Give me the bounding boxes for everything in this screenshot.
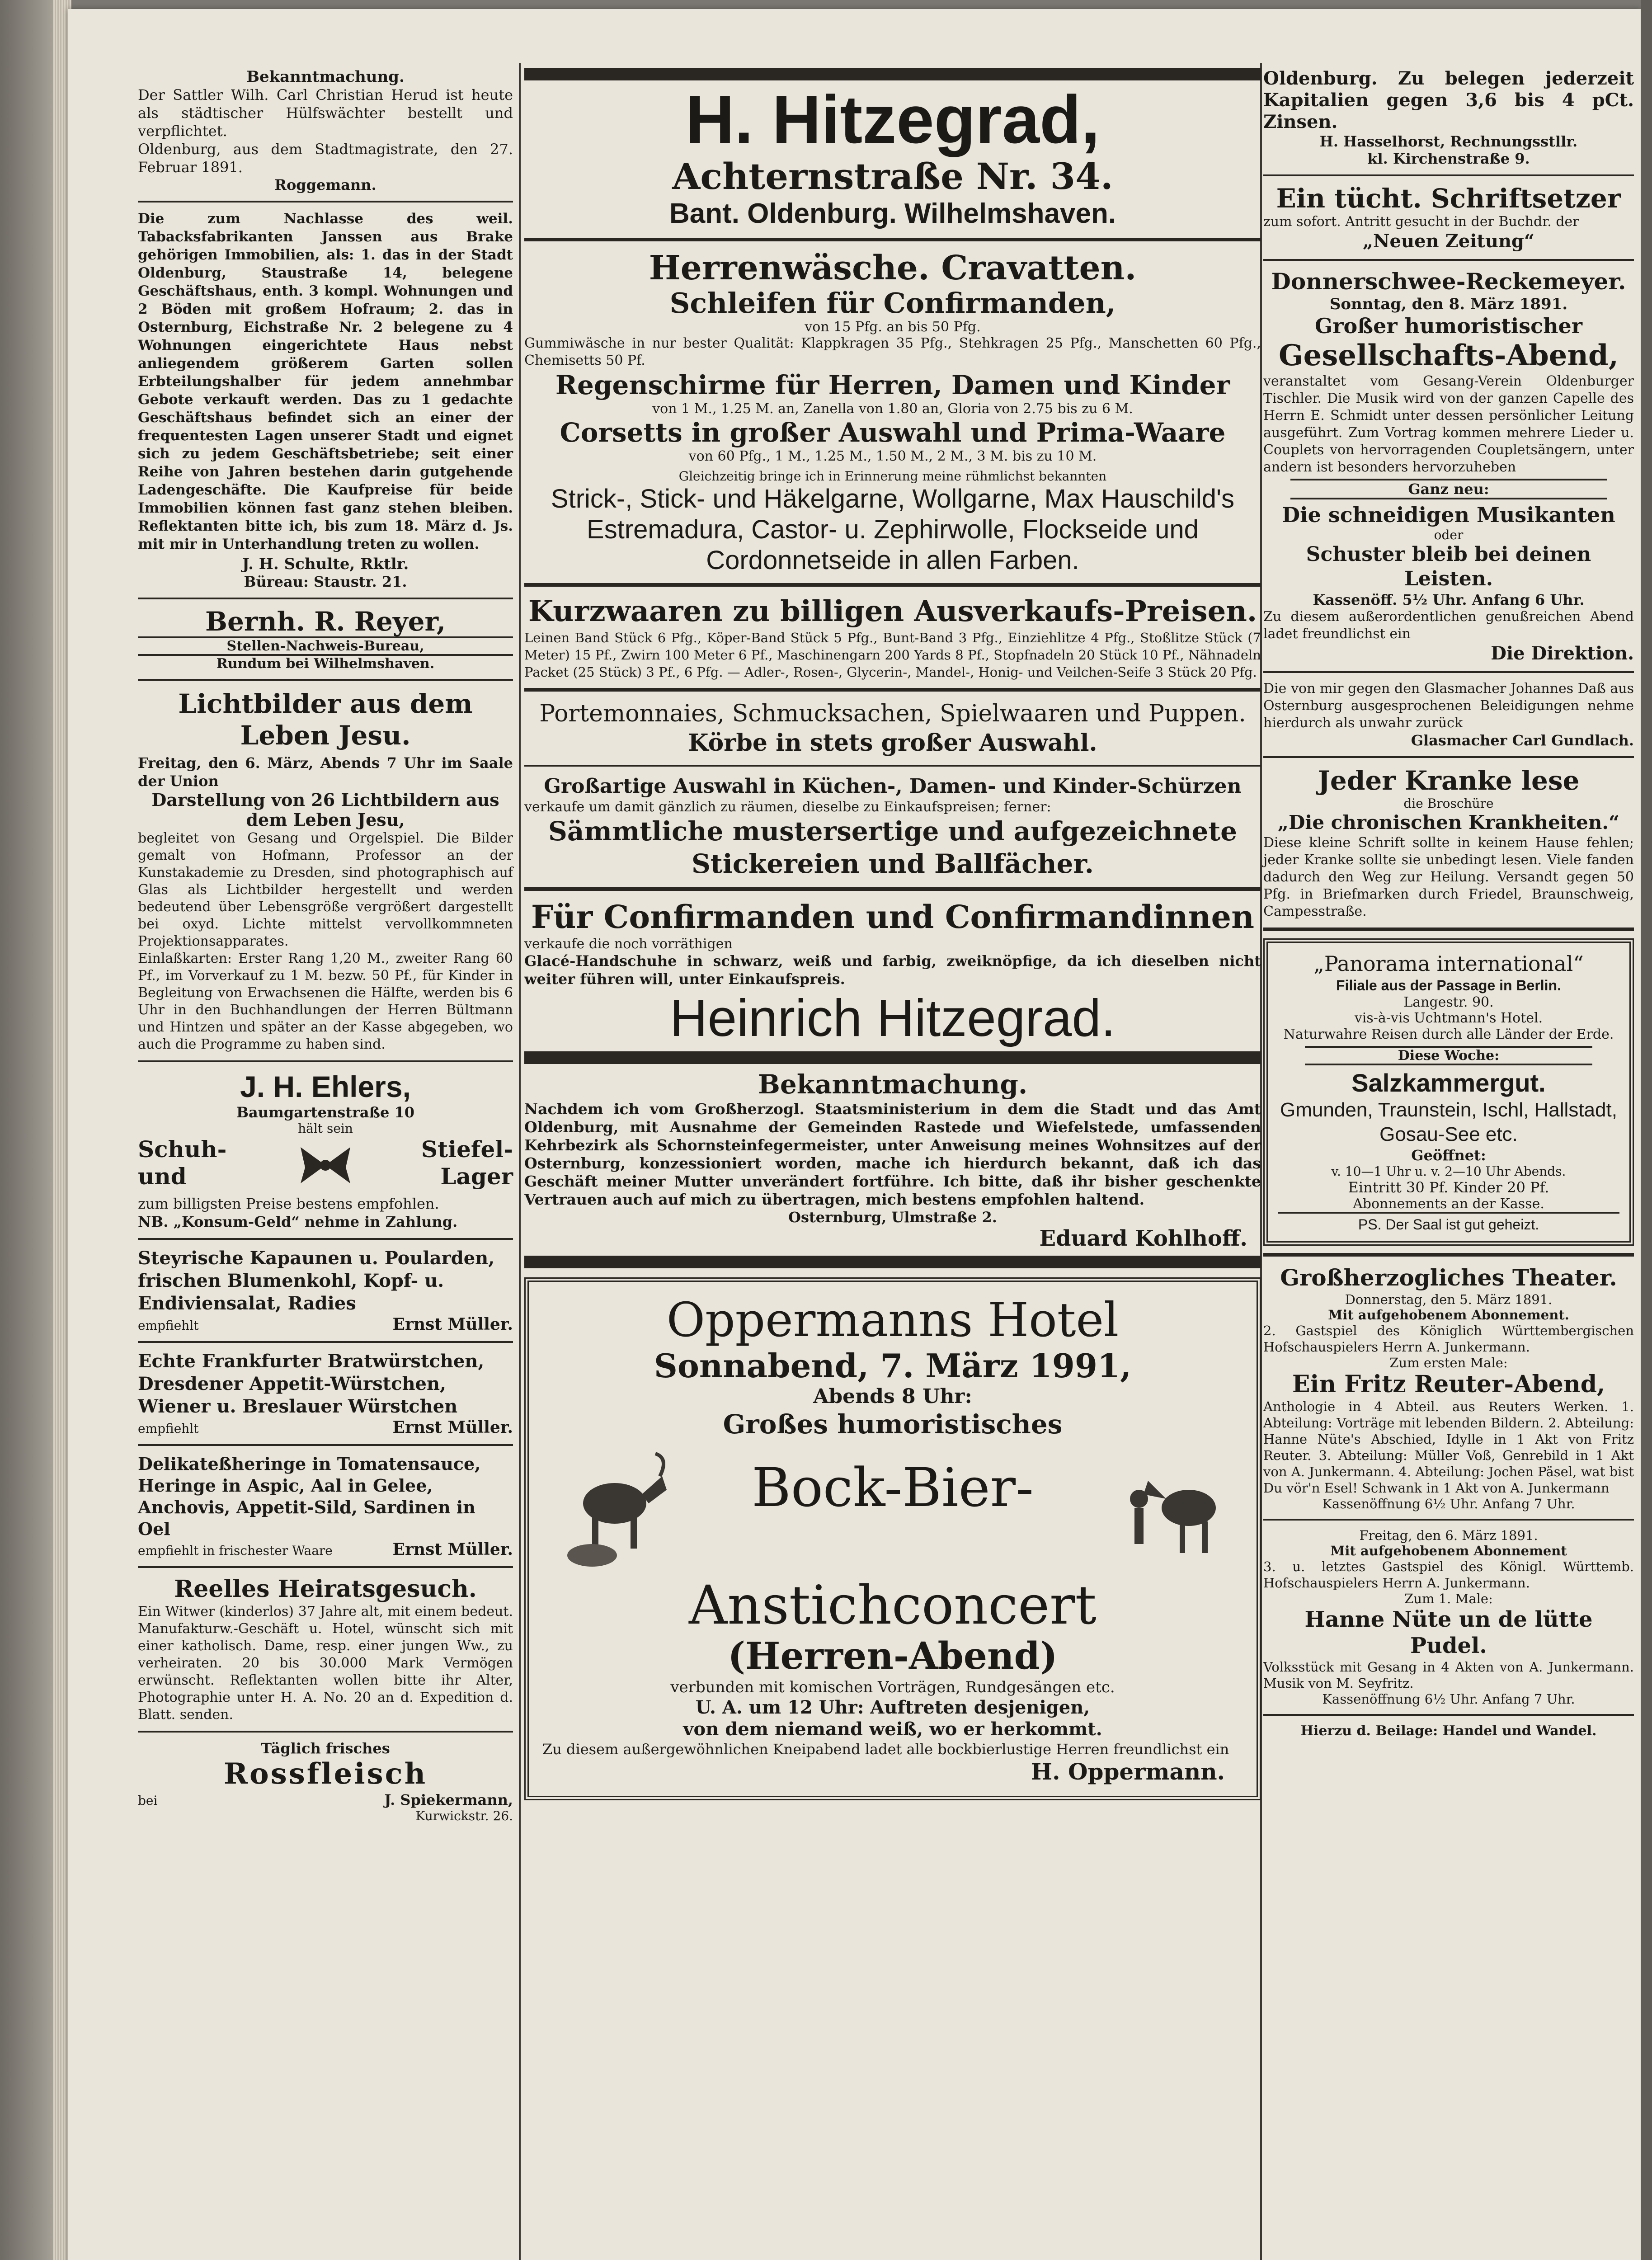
ad-price: von 60 Pfg., 1 M., 1.25 M., 1.50 M., 2 M., 3 M. bis zu 10 M. [688,448,1097,464]
ad-text: Gummiwäsche in nur bester Qualität: Klappkragen 35 Pfg., Stehkragen 25 Pfg., Manschetten 60 Pfg., Chemisetts 50 Pf. [524,335,1261,368]
divider [1263,259,1634,261]
bow-ornament-icon [296,1140,355,1190]
ad-headline: Körbe in stets großer Auswahl. [688,729,1097,757]
ad-title: „Panorama international“ [1313,951,1584,976]
column-right [1263,68,1634,1739]
ad-title: Großherzogliches Theater. [1280,1264,1617,1291]
ad-text: Naturwahre Reisen durch alle Länder der Erde. [1283,1026,1614,1042]
ad-hasselhorst [1263,68,1634,167]
ad-signature: Die Direktion. [1491,643,1634,664]
ad-small-text: empfiehlt [138,1318,199,1333]
headline-left-1: Schuh- [138,1136,227,1163]
ad-address: vis-à-vis Uchtmann's Hotel. [1354,1010,1543,1026]
divider-bar [524,1256,1261,1268]
ad-signature: Heinrich Hitzegrad. [669,989,1116,1047]
ad-text: Die von mir gegen den Glasmacher Johannes Daß aus Osternburg ausgesprochenen Beleidigungen nehme hierdurch als unwahr zurück [1263,681,1634,731]
ad-title: Bernh. R. Reyer, [205,606,446,637]
ad-title: Jeder Kranke lese [1318,765,1580,796]
ad-headline: Portemonnaies, Schmucksachen, Spielwaaren und Puppen. [539,700,1246,727]
ad-cities: Bant. Oldenburg. Wilhelmshaven. [669,198,1116,229]
divider [1263,1714,1634,1716]
ad-text: Nachdem ich vom Großherzogl. Staatsministerium in dem die Stadt und das Amt Oldenburg, mit Ausnahme der Gemeinden Rastede und Wiefelstede, umfassenden Kehrbezirk als Schornsteinfegermeister, unter Anweisung meines Wohnsitzes auf der Osternburg, konzessioniert worden, mache ich hierdurch bekannt, daß ich das Geschäft meiner Mutter unverändert fortführe. Ich bitte, daß ihr bisher geschenkte Vertrauen auch auf mich zu übertragen, mich bestens empfohlen haltend. [524,1100,1261,1208]
ad-small-text: verkaufe die noch vorräthigen [524,936,733,952]
divider [138,679,513,681]
ad-headline: Großartige Auswahl in Küchen-, Damen- und Kinder-Schürzen [544,775,1242,798]
divider [138,1341,513,1343]
ad-kohlhoff [524,1069,1261,1251]
ad-hitzegrad [524,83,1261,1048]
ad-date: Sonntag, den 8. März 1891. [1329,295,1568,313]
ad-date: Freitag, den 6. März 1891. [1359,1528,1538,1543]
ad-headline: Sämmtliche mustersertige und aufgezeichnete Stickereien und Ballfächer. [548,816,1238,879]
ad-small-text: hält sein [298,1121,353,1136]
supplement-note: Hierzu d. Beilage: Handel und Wandel. [1300,1723,1597,1739]
ad-label: Geöffnet: [1411,1147,1486,1164]
ad-herud [138,68,513,193]
ad-small-text: Gleichzeitig bringe ich in Erinnerung meine rühmlichst bekannten [678,469,1107,484]
ad-headline: Gmunden, Traunstein, Ischl, Hallstadt, Gosau-See etc. [1280,1099,1617,1145]
ad-price: Eintritt 30 Pf. Kinder 20 Pf. [1348,1179,1549,1196]
ad-panorama [1263,938,1634,1246]
ad-text: zum billigsten Preise bestens empfohlen. [138,1195,439,1212]
ad-oppermann [524,1277,1261,1800]
ad-text: Mit aufgehobenem Abonnement. [1328,1307,1569,1323]
ad-lichtbilder [138,688,513,1053]
ad-text: Oldenburg. Zu belegen jederzeit Kapitalien gegen 3,6 bis 4 pCt. Zinsen. [1263,68,1634,132]
divider [524,238,1261,241]
ad-small-text: die Broschüre [1403,796,1494,811]
ad-text: begleitet von Gesang und Orgelspiel. Die Bilder gemalt von Hofmann, Professor an der Kunstakademie zu Dresden, sind photographisch auf Glas als Lichtbilder hergestellt und werden bedeutend über Lebensgröße vergrößert dargestellt bei oxyd. Lichte mittelst vervollkommneten Projektionsapparates. [138,830,513,949]
ad-place: Rundum bei Wilhelmshaven. [216,656,435,672]
headline-right-1: Stiefel- [421,1136,513,1163]
ad-headline: Darstellung von 26 Lichtbildern aus dem Leben Jesu, [151,790,499,830]
ad-headline: Die schneidigen Musikanten [1282,503,1615,527]
ad-title: Oppermanns Hotel [666,1292,1119,1347]
ad-headline: Anstichconcert [689,1574,1097,1636]
ad-place: Osternburg, Ulmstraße 2. [788,1209,997,1226]
ad-theater [1263,1264,1634,1739]
divider [138,1731,513,1733]
ad-text: Abonnements an der Kasse. [1353,1196,1544,1212]
ad-janssen [138,210,513,590]
ad-headline: Delikateßheringe in Tomatensauce, Heringe in Aspic, Aal in Gelee, Anchovis, Appetit-Sild, Sardinen in Oel [138,1454,481,1539]
ad-signature: J. Spiekermann, [384,1791,513,1808]
ad-title: Ein tücht. Schriftsetzer [1276,183,1621,214]
ad-text: Ein Witwer (kinderlos) 37 Jahre alt, mit einem bedeut. Manufakturw.-Geschäft u. Hotel, wünscht sich mit einer katholisch. Dame, resp. einer jungen Ww., zu verheiraten. 20 bis 30.000 Mark Vermögen erwünscht. Reflektanten wollen bitte ihr Alter, Photographie unter H. A. No. 20 an d. Expedition d. Blatt. senden. [138,1604,513,1723]
ad-text: zum sofort. Antritt gesucht in der Buchdr. der [1263,214,1579,230]
ad-text: Die zum Nachlasse des weil. Tabacksfabrikanten Janssen aus Brake gehörigen Immobilien, als: 1. das in der Stadt Oldenburg, Staustraße 14, belegene Geschäftshaus, enth. 3 kompl. Wohnungen und 2 Böden mit großem Hofraum; 2. das in Osternburg, Eichstraße Nr. 2 belegene zu 4 Wohnungen eingerichtete Haus nebst anliegendem größerem Garten sollen Erbteilungshalber für jedem annehmbar Gebote verkauft werden. Das zu 1 gedachte Geschäftshaus befindet sich an einer der frequentesten Lagen unserer Stadt und eignet sich zu jedem Geschäftsbetriebe; seit einer Reihe von Jahren bestehen darin gutgehende Ladengeschäfte. Die Kaufpreise für beide Immobilien können fast ganz stehen bleiben. Reflektanten bitte ich, bis zum 18. März d. Js. mit mir in Unterhandlung treten zu wollen. [138,211,513,552]
ad-headline: Echte Frankfurter Bratwürstchen, Dresdener Appetit-Würstchen, Wiener u. Breslauer Würstchen [138,1351,485,1417]
ad-ehlers [138,1069,513,1231]
ad-small-text: empfiehlt in frischester Waare [138,1543,333,1558]
ad-signature: J. H. Schulte, Rktlr. [242,555,409,573]
ad-date: Freitag, den 6. März, Abends 7 Uhr im Saale der Union [138,754,513,790]
ad-address: Büreau: Staustr. 21. [244,573,407,590]
ad-price: von 15 Pfg. an bis 50 Pfg. [805,319,981,335]
signature-row [138,1540,513,1559]
ad-text: Mit aufgehobenem Abonnement [1330,1543,1567,1558]
ad-signature: H. Oppermann. [1031,1758,1225,1785]
ad-address: Baumgartenstraße 10 [236,1104,414,1121]
ad-address: Achternstraße Nr. 34. [672,155,1113,198]
ad-date: Donnerstag, den 5. März 1891. [1345,1292,1553,1307]
ad-text: von dem niemand weiß, wo er herkommt. [683,1719,1102,1740]
ad-headline: Herrenwäsche. Cravatten. [649,249,1137,287]
ad-text: verbunden mit komischen Vorträgen, Rundgesängen etc. [670,1678,1115,1696]
ad-text: Volksstück mit Gesang in 4 Akten von A. Junkermann. Musik von M. Seyfritz. [1263,1659,1634,1691]
ad-subtitle: Stellen-Nachweis-Bureau, [138,636,513,656]
ad-mueller-hering [138,1453,513,1559]
ad-reckemeyer [1263,268,1634,664]
ad-small-text: verkaufe um damit gänzlich zu räumen, dieselbe zu Einkaufspreisen; ferner: [524,799,1051,815]
ad-broschuere [1263,765,1634,920]
headline-right-2: Lager [440,1163,513,1190]
ad-text: Der Sattler Wilh. Carl Christian Herud ist heute als städtischer Hülfswächter bestellt und verpflichtet. [138,86,513,140]
headline-left-2: und [138,1163,187,1190]
ad-headline: Strick-, Stick- und Häkelgarne, Wollgarne, Max Hauschild's Estremadura, Castor- u. Zephirwolle, Flockseide und Cordonnetseide in allen Farben. [551,484,1235,575]
divider [1263,756,1634,758]
divider [1263,174,1634,176]
ad-reyer [138,607,513,672]
ad-text: Anthologie in 4 Abteil. aus Reuters Werken. 1. Abteilung: Vorträge mit lebenden Bildern. 2. Abteilung: Hanne Nüte's Abschied, Idylle in 1 Akt von Fritz Reuter. 3. Abteilung: Müller Voß, Genrebild in 1 Akt von A. Junkermann. 4. Abteilung: Jochen Päsel, wat bist Du vör'n Esel! Schwank in 1 Akt von A. Junkermann [1263,1399,1634,1496]
ad-small-text: empfiehlt [138,1421,199,1436]
ad-label: Diese Woche: [1305,1046,1592,1065]
ad-headline: Bock-Bier- [752,1456,1034,1519]
ad-headline: Großes humoristisches [723,1409,1063,1440]
divider [138,201,513,202]
ad-time: Kassenöffnung 6½ Uhr. Anfang 7 Uhr. [1322,1691,1575,1707]
ad-title: Bekanntmachung. [246,68,405,86]
top-bar [524,68,1261,80]
ad-address: kl. Kirchenstraße 9. [1367,150,1530,167]
divider [1263,928,1634,931]
divider [1263,1519,1634,1521]
divider [138,598,513,599]
ad-note: NB. „Konsum-Geld“ nehme in Zahlung. [138,1213,458,1230]
signature-row [138,1315,513,1334]
ad-date: Sonnabend, 7. März 1991, [654,1347,1132,1385]
ad-signature: H. Hasselhorst, Rechnungsstllr. [1319,133,1578,150]
divider [1263,1253,1634,1257]
ad-signature: Ernst Müller. [392,1315,513,1334]
ad-time: Kassenöff. 5½ Uhr. Anfang 6 Uhr. [1313,591,1585,608]
ad-title: Bekanntmachung. [758,1069,1028,1100]
divider [138,1060,513,1062]
bottom-bar [524,1051,1261,1064]
ad-address: Kurwickstr. 26. [415,1808,513,1823]
goat-and-man-illustration-icon [1112,1445,1229,1571]
ad-small-text: bei [138,1793,158,1808]
ad-headline: Schuster bleib bei deinen Leisten. [1306,543,1591,590]
ad-text: Zu diesem außerordentlichen genußreichen Abend ladet freundlichst ein [1263,609,1634,642]
ad-text: Leinen Band Stück 6 Pfg., Köper-Band Stück 5 Pfg., Bunt-Band 3 Pfg., Einziehlitze 4 Pfg., Stoßlitze Stück (7 Meter) 15 Pf., Zwirn 100 Meter 6 Pf., Maschinengarn 200 Yards 8 Pf., Stopfnadeln 20 Stück 10 Pf., Nähnadeln Packet (25 Stück) 3 Pf., 6 Pfg. — Adler-, Rosen-, Glycerin-, Mandel-, Honig- und Veilchen-Seife 3 Stück 20 Pfg. [524,630,1261,680]
ad-text: 2. Gastspiel des Königlich Württembergischen Hofschauspielers Herrn A. Junkermann. [1263,1323,1634,1355]
divider [1263,671,1634,673]
divider [138,1238,513,1240]
ad-prices: Einlaßkarten: Erster Rang 1,20 M., zweiter Rang 60 Pf., im Vorverkauf zu 1 M. bezw. 50 Pf., für Kinder in Begleitung von Erwachsenen die Hälfte, werden bis 6 Uhr in den Buchhandlungen der Herren Bültmann und Hintzen und später an der Kasse abgegeben, wo auch die Programme zu haben sind. [138,951,513,1052]
ad-note: PS. Der Saal ist gut geheizt. [1278,1212,1619,1233]
ad-headline: Hanne Nüte un de lütte Pudel. [1304,1607,1593,1658]
ad-text: Zu diesem außergewöhnlichen Kneipabend ladet alle bockbierlustige Herren freundlichst ein [542,1741,1229,1758]
ad-headline: Salzkammergut. [1351,1069,1546,1097]
ad-signature: Roggemann. [274,176,377,193]
ad-text: Filiale aus der Passage in Berlin. [1336,977,1561,993]
ad-text: veranstaltet vom Gesang-Verein Oldenburger Tischler. Die Musik wird von der ganzen Capelle des Herrn E. Schmidt unter dessen persönlicher Leitung ausgeführt. Zum Vortrag kommen mehrere Lieder u. Couplets von hervorragenden Coupletsängern, unter andern ist besonders hervorzuheben [1263,373,1634,475]
ad-price: von 1 M., 1.25 M. an, Zanella von 1.80 an, Gloria von 2.75 bis zu 6 M. [652,401,1133,417]
ad-title: Reelles Heiratsgesuch. [174,1575,477,1603]
ad-headline: Schleifen für Confirmanden, [669,287,1116,320]
ad-place: Oldenburg, aus dem Stadtmagistrate, den 27. Februar 1891. [138,141,513,176]
ad-small-text: Zum ersten Male: [1389,1355,1508,1370]
ad-time: Kassenöffnung 6½ Uhr. Anfang 7 Uhr. [1322,1496,1575,1511]
ad-title: H. Hitzegrad, [685,81,1100,157]
signature-row [138,1418,513,1437]
ad-title: Lichtbilder aus dem Leben Jesu. [178,688,473,751]
ad-mueller-wurst [138,1350,513,1437]
ad-text: 3. u. letztes Gastspiel des Königl. Württemb. Hofschauspielers Herrn A. Junkermann. [1263,1559,1634,1591]
divider [524,887,1261,891]
ad-title: J. H. Ehlers, [240,1070,411,1103]
ad-headline: (Herren-Abend) [728,1634,1058,1678]
ad-small-text: Täglich frisches [261,1740,390,1757]
ad-signature: Ernst Müller. [392,1540,513,1559]
column-rule-1 [519,63,521,2260]
ad-gundlach [1263,680,1634,749]
ad-small-text: Zum 1. Male: [1404,1591,1493,1606]
column-middle [524,68,1261,1800]
ad-hours: v. 10—1 Uhr u. v. 2—10 Uhr Abends. [1331,1164,1566,1179]
shoe-lager-row [138,1136,513,1195]
ad-headline: Kurzwaaren zu billigen Ausverkaufs-Preisen. [528,594,1257,628]
ad-headline: Steyrische Kapaunen u. Poularden, frischen Blumenkohl, Kopf- u. Endiviensalat, Radies [138,1248,495,1314]
ad-schriftsetzer [1263,184,1634,252]
divider [524,765,1261,767]
ad-address: Langestr. 90. [1403,994,1494,1010]
ad-headline: Ein Fritz Reuter-Abend, [1292,1370,1605,1398]
signature-row [138,1791,513,1808]
divider [138,1566,513,1568]
goat-illustration-icon [556,1445,673,1571]
column-left [138,68,513,1823]
ad-signature: Ernst Müller. [392,1418,513,1437]
divider [524,688,1261,692]
ad-text: Diese kleine Schrift sollte in keinem Hause fehlen; jeder Kranke sollte sie unbedingt lesen. Viele fanden dadurch den Weg zur Heilung. Versandt gegen 50 Pfg. in Briefmarken durch Friedel, Braunschweig, Campesstraße. [1263,835,1634,919]
ad-signature: Eduard Kohlhoff. [1039,1226,1247,1251]
bock-row [542,1440,1243,1576]
ad-newspaper-name: „Neuen Zeitung“ [1362,231,1535,252]
ad-signature: Glasmacher Carl Gundlach. [1411,732,1634,749]
ad-headline: „Die chronischen Krankheiten.“ [1277,811,1620,833]
ad-mueller-kapaunen [138,1247,513,1334]
ad-headline: Großer humoristischer [1314,314,1583,338]
ad-heiratsgesuch [138,1575,513,1723]
ad-headline: Gesellschafts-Abend, [1278,339,1619,372]
ad-headline: Regenschirme für Herren, Damen und Kinder [555,370,1230,400]
ad-text: Glacé-Handschuhe in schwarz, weiß und farbig, zweiknöpfige, da ich dieselben nicht weiter führen will, unter Einkaufspreis. [524,952,1261,988]
divider [138,1444,513,1446]
ad-title: Donnerschwee-Reckemeyer. [1271,268,1626,295]
ad-small-text: oder [1434,527,1464,542]
divider [524,583,1261,587]
scan-border-right [1641,0,1652,2260]
ad-rossfleisch [138,1740,513,1823]
ad-text: U. A. um 12 Uhr: Auftreten desjenigen, [695,1697,1090,1718]
ad-label: Ganz neu: [1290,479,1607,499]
ad-headline: Für Confirmanden und Confirmandinnen [531,898,1254,936]
ad-title: Rossfleisch [223,1757,428,1791]
ad-time: Abends 8 Uhr: [813,1385,972,1408]
ad-headline: Corsetts in großer Auswahl und Prima-Waare [560,417,1226,448]
